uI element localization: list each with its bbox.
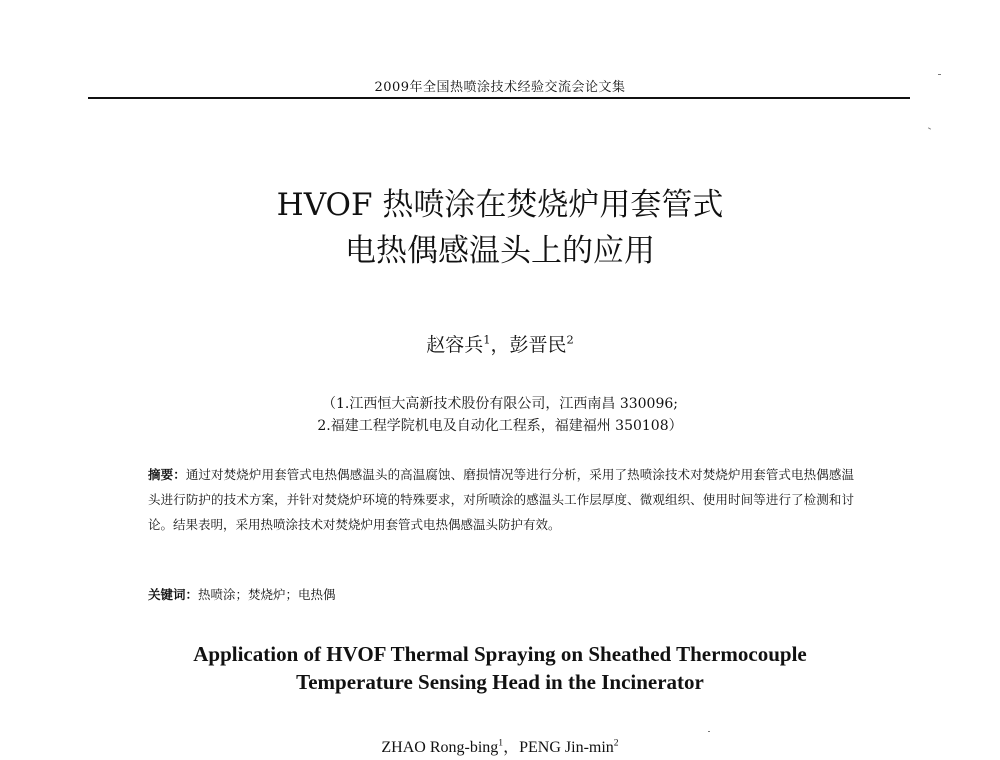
author-en-1-affil: 1	[498, 737, 504, 749]
authors-zh	[0, 330, 1000, 357]
author-zh-2-affil: 2	[566, 332, 574, 347]
author-en-separator: ，	[503, 739, 520, 756]
title-en-line-2: Temperature Sensing Head in the Incinerator	[296, 670, 704, 694]
affiliation-2: 2.福建工程学院机电及自动化工程系，福建福州 350108）	[317, 418, 683, 434]
title-zh	[0, 182, 1000, 274]
title-en	[0, 640, 1000, 696]
abstract-label: 摘要：	[148, 467, 186, 482]
author-zh-1-affil: 1	[483, 332, 491, 347]
keywords-text: 热喷涂；焚烧炉；电热偶	[198, 587, 336, 602]
keywords	[148, 585, 854, 603]
scan-speck	[938, 74, 941, 75]
affiliations	[0, 393, 1000, 437]
header-rule	[88, 97, 910, 99]
author-en-1: ZHAO Rong-bing	[381, 739, 499, 756]
author-zh-1: 赵容兵	[426, 334, 484, 356]
running-header: 2009年全国热喷涂技术经验交流会论文集	[374, 80, 626, 95]
affiliation-1: （1.江西恒大高新技术股份有限公司，江西南昌 330096;	[322, 396, 678, 412]
abstract	[148, 462, 854, 537]
abstract-text: 通过对焚烧炉用套管式电热偶感温头的高温腐蚀、磨损情况等进行分析，采用了热喷涂技术对焚烧炉用套管式电热偶感温头进行防护的技术方案，并针对焚烧炉环境的特殊要求，对所喷涂的感温头工作层厚度、微观组织、使用时间等进行了检测和讨论。结果表明，采用热喷涂技术对焚烧炉用套管式电热偶感温头防护有效。	[148, 467, 854, 532]
keywords-label: 关键词：	[148, 587, 199, 602]
author-zh-2: 彭晋民	[509, 334, 567, 356]
title-en-line-1: Application of HVOF Thermal Spraying on Sheathed Thermocouple	[193, 642, 807, 666]
scan-speck	[928, 127, 931, 129]
authors-en	[0, 734, 1000, 757]
author-en-2: PENG Jin-min	[519, 739, 614, 756]
scan-speck	[708, 731, 710, 732]
title-zh-line-1: HVOF 热喷涂在焚烧炉用套管式	[276, 187, 724, 223]
author-en-2-affil: 2	[613, 737, 619, 749]
title-zh-line-2: 电热偶感温头上的应用	[345, 233, 655, 269]
author-zh-separator: ，	[490, 334, 510, 356]
